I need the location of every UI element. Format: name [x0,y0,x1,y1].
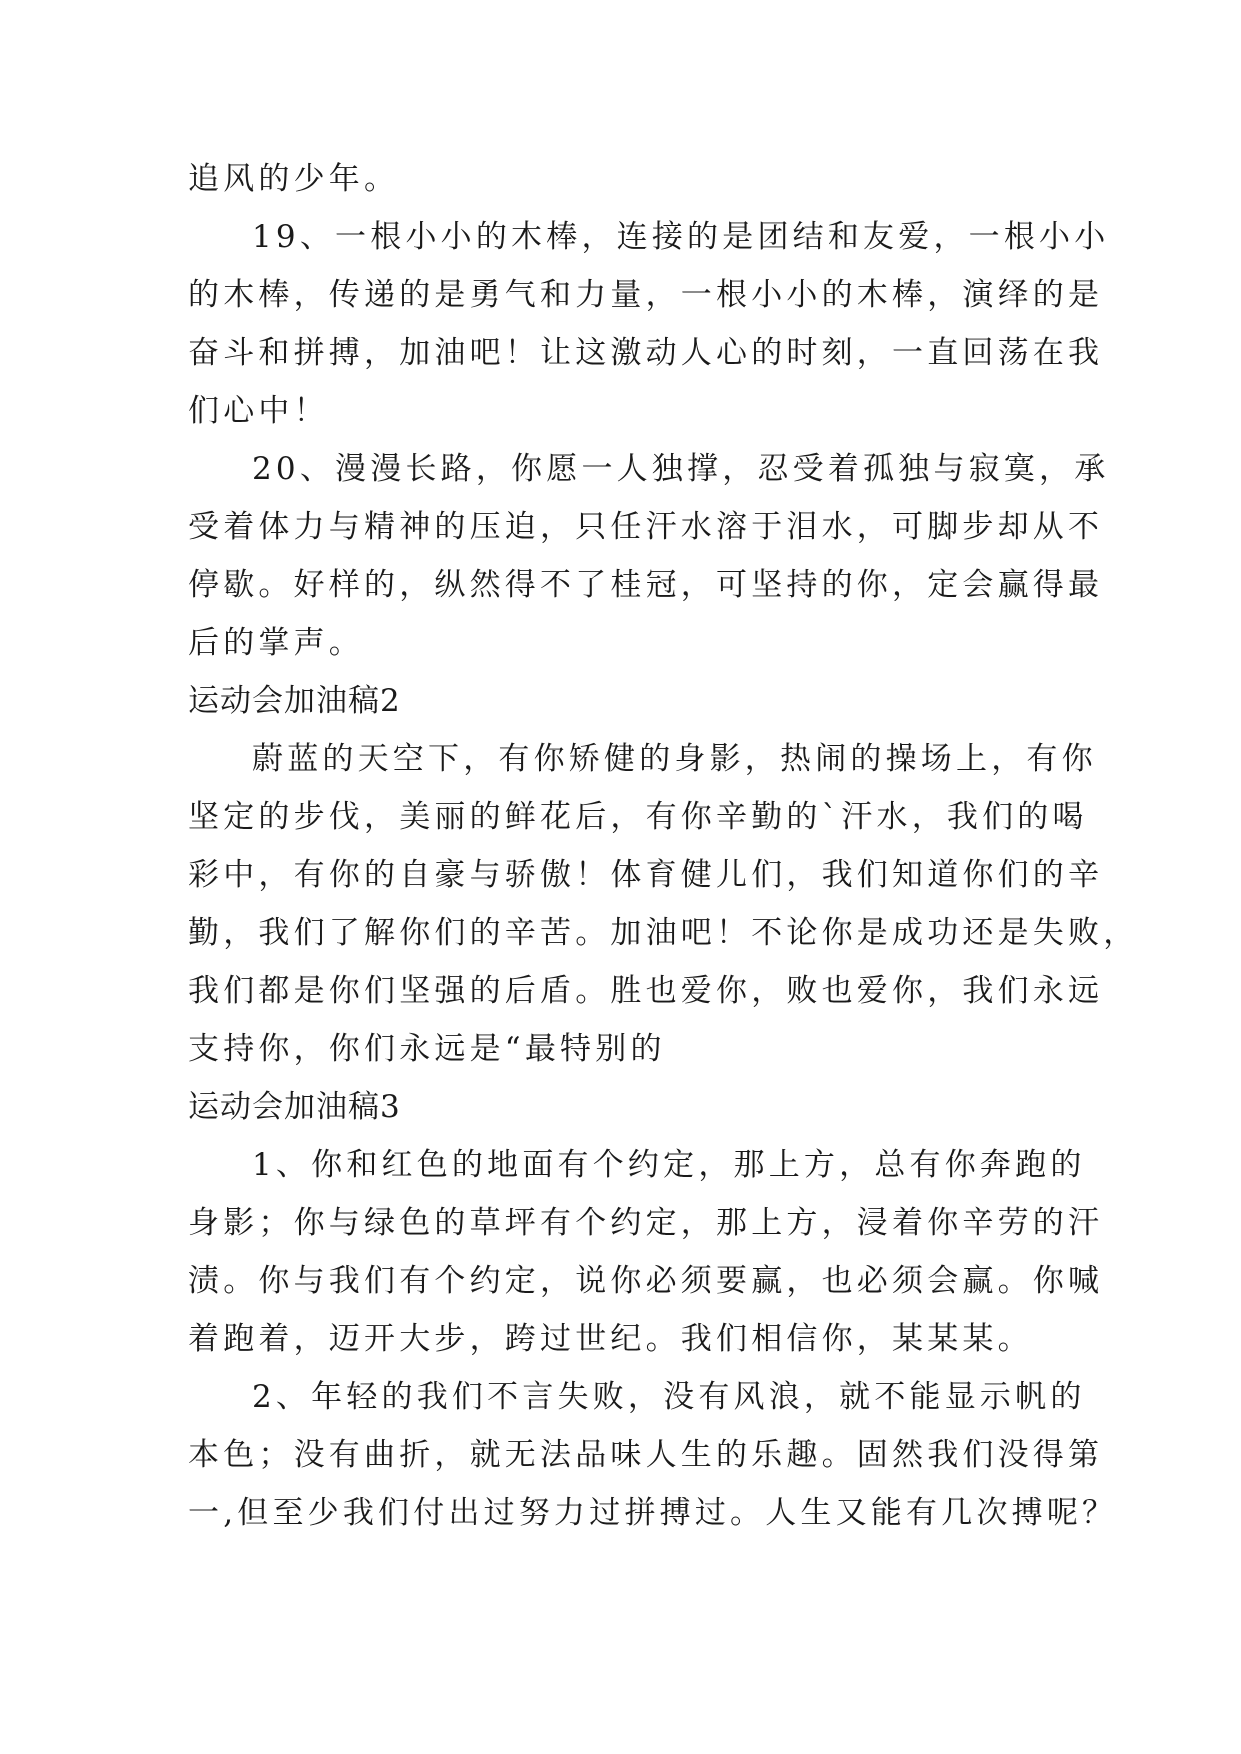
text-line: 20、漫漫长路，你愿一人独撑，忍受着孤独与寂寞，承 [252,451,1110,487]
paragraph-2 [188,1368,1118,1542]
paragraph-1 [188,1136,1104,1368]
text-line: 的木棒，传递的是勇气和力量，一根小小的木棒，演绎的是 [188,277,1104,313]
text-line: 们心中！ [188,393,329,429]
text-line: 彩中，有你的自豪与骄傲！体育健儿们，我们知道你们的辛 [188,857,1104,893]
text-line: 2、年轻的我们不言失败，没有风浪，就不能显示帆的 [252,1379,1086,1415]
text-line: 蔚蓝的天空下，有你矫健的身影，热闹的操场上，有你 [252,741,1097,777]
text-line: 停歇。好样的，纵然得不了桂冠，可坚持的你，定会赢得最 [188,567,1104,603]
text-line: 我们都是你们坚强的后盾。胜也爱你，败也爱你，我们永远 [188,973,1104,1009]
section-heading: 运动会加油稿2 [188,683,401,719]
text-line: 后的掌声。 [188,625,364,661]
text-line: 1、你和红色的地面有个约定，那上方，总有你奔跑的 [252,1147,1086,1183]
text-line: 渍。你与我们有个约定，说你必须要赢，也必须会赢。你喊 [188,1263,1104,1299]
text-line: 受着体力与精神的压迫，只任汗水溶于泪水，可脚步却从不 [188,509,1104,545]
text-line: 本色；没有曲折，就无法品味人生的乐趣。固然我们没得第 [188,1437,1104,1473]
paragraph-sky [188,730,1139,1078]
text-line: 坚定的步伐，美丽的鲜花后，有你辛勤的`汗水，我们的喝 [188,799,1088,835]
continued-paragraph [188,150,1056,208]
paragraph-19 [188,208,1110,440]
text-line: 着跑着，迈开大步，跨过世纪。我们相信你，某某某。 [188,1321,1033,1357]
section-heading-3 [188,1078,1056,1136]
section-heading-2 [188,672,1056,730]
text-line: 一,但至少我们付出过努力过拼搏过。人生又能有几次搏呢？ [188,1495,1118,1531]
paragraph-20 [188,440,1110,672]
text-line: 支持你，你们永远是“最特别的 [188,1031,666,1067]
text-line: 追风的少年。 [188,161,400,197]
section-heading: 运动会加油稿3 [188,1089,401,1125]
text-line: 身影；你与绿色的草坪有个约定，那上方，浸着你辛劳的汗 [188,1205,1104,1241]
text-line: 勤，我们了解你们的辛苦。加油吧！不论你是成功还是失败， [188,915,1139,951]
document-body [188,150,1139,1542]
text-line: 19、一根小小的木棒，连接的是团结和友爱，一根小小 [252,219,1110,255]
text-line: 奋斗和拼搏，加油吧！让这激动人心的时刻，一直回荡在我 [188,335,1104,371]
